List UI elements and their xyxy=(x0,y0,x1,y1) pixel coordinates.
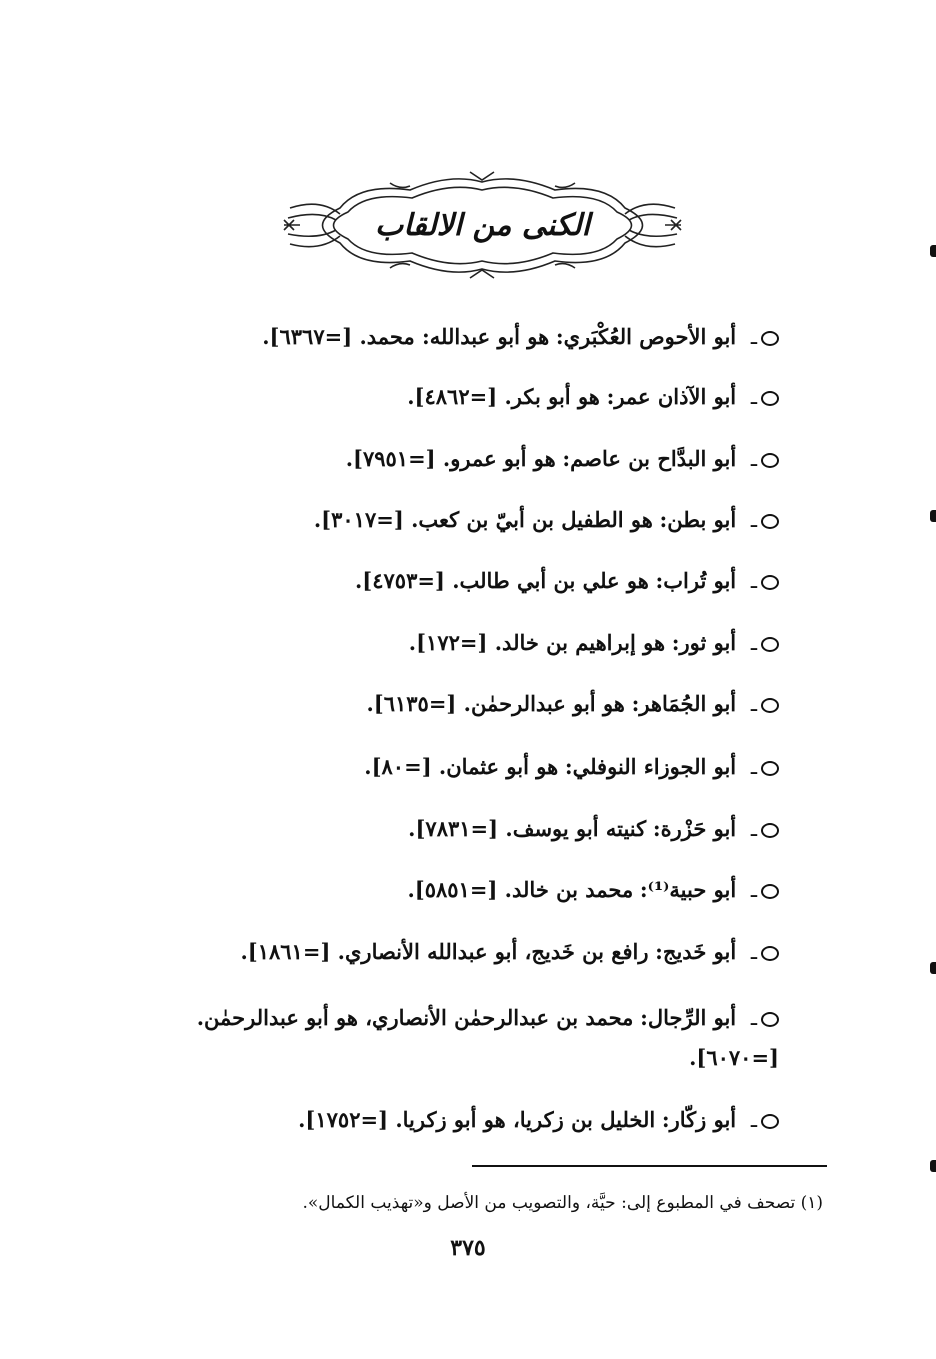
page-number: ٣٧٥ xyxy=(450,1235,486,1261)
entry-kunya: أبو حبية⁽¹⁾: xyxy=(639,877,737,902)
entry-text: هو إبراهيم بن خالد. [=١٧٢]. xyxy=(408,630,666,655)
entry-text: رافع بن خَديج، أبو عبدالله الأنصاري. [=١٨٦١]. xyxy=(240,939,649,964)
circle-bullet-icon xyxy=(761,391,779,406)
edge-mark xyxy=(930,510,936,522)
entry-kunya: أبو البدَّاح بن عاصم: xyxy=(562,446,737,471)
entry-text: هو أبو عبدالرحمٰن. [=٦١٣٥]. xyxy=(366,691,625,716)
entry-text: هو أبو عمرو. [=٧٩٥١]. xyxy=(345,446,556,471)
list-item: ـ أبو تُراب: هو علي بن أبي طالب. [=٤٧٥٣]. xyxy=(355,566,779,596)
list-item: ـ أبو بطن: هو الطفيل بن أبيّ بن كعب. [=٣٠١٧]. xyxy=(314,505,779,535)
entry-text: هو الطفيل بن أبيّ بن كعب. [=٣٠١٧]. xyxy=(313,507,653,532)
entry-kunya: أبو زكّار: xyxy=(661,1107,737,1132)
circle-bullet-icon xyxy=(761,514,779,529)
circle-bullet-icon xyxy=(761,823,779,838)
list-item: ـ أبو ثور: هو إبراهيم بن خالد. [=١٧٢]. xyxy=(409,628,779,658)
entry-kunya: أبو الأحوص العُكْبَري: xyxy=(555,324,737,349)
circle-bullet-icon xyxy=(761,1012,779,1027)
entry-text: هو أبو عثمان. [=٨٠]. xyxy=(364,754,559,779)
entry-text: هو علي بن أبي طالب. [=٤٧٥٣]. xyxy=(355,568,649,593)
circle-bullet-icon xyxy=(761,331,779,346)
entry-text: محمد بن خالد. [=٥٨٥١]. xyxy=(407,877,634,902)
section-title: الكنى من الالقاب xyxy=(374,208,591,243)
circle-bullet-icon xyxy=(761,946,779,961)
list-item: ـ أبو الأحوص العُكْبَري: هو أبو عبدالله: محمد. [=٦٣٦٧]. xyxy=(262,322,779,352)
footnote-divider xyxy=(472,1165,827,1167)
circle-bullet-icon xyxy=(761,637,779,652)
circle-bullet-icon xyxy=(761,575,779,590)
entry-kunya: أبو تُراب: xyxy=(655,568,737,593)
list-item: ـ أبو الآذان عمر: هو أبو بكر. [=٤٨٦٢]. xyxy=(407,382,779,412)
entry-kunya: أبو الجُمَاهر: xyxy=(631,691,737,716)
circle-bullet-icon xyxy=(761,884,779,899)
circle-bullet-icon xyxy=(761,453,779,468)
entry-kunya: أبو الرِّجال: xyxy=(640,1005,737,1030)
entry-kunya: أبو الآذان عمر: xyxy=(606,384,737,409)
entry-text: الخليل بن زكريا، هو أبو زكريا. [=١٧٥٢]. xyxy=(298,1107,656,1132)
list-item: ـ أبو البدَّاح بن عاصم: هو أبو عمرو. [=٧٩٥١]. xyxy=(346,444,779,474)
circle-bullet-icon xyxy=(761,698,779,713)
entry-text: محمد بن عبدالرحمٰن الأنصاري، هو أبو عبدالرحمٰن. [=٦٠٧٠]. xyxy=(196,1005,779,1070)
edge-mark xyxy=(930,1160,936,1172)
entry-kunya: أبو حَزْرة: xyxy=(652,816,737,841)
circle-bullet-icon xyxy=(761,761,779,776)
list-item: ـ أبو الرِّجال: محمد بن عبدالرحمٰن الأنصاري، هو أبو عبدالرحمٰن. [=٦٠٧٠]. xyxy=(196,1005,779,1070)
list-item: ـ أبو حبية⁽¹⁾: محمد بن خالد. [=٥٨٥١]. xyxy=(407,875,779,905)
list-item: ـ أبو الجوزاء النوفلي: هو أبو عثمان. [=٨٠]. xyxy=(364,752,779,782)
footnote: (١) تصحف في المطبوع إلى: حيَّة، والتصويب من الأصل و«تهذيب الكمال». xyxy=(302,1193,823,1213)
entry-text: كنيته أبو يوسف. [=٧٨٣١]. xyxy=(408,816,647,841)
edge-mark xyxy=(930,962,936,974)
entry-kunya: أبو خَديج: xyxy=(655,939,737,964)
edge-mark xyxy=(930,245,936,257)
ornamental-title-frame xyxy=(280,168,685,283)
entry-text: هو أبو بكر. [=٤٨٦٢]. xyxy=(407,384,600,409)
entry-text: هو أبو عبدالله: محمد. [=٦٣٦٧]. xyxy=(262,324,550,349)
list-item: ـ أبو خَديج: رافع بن خَديج، أبو عبدالله الأنصاري. [=١٨٦١]. xyxy=(240,937,779,967)
entry-kunya: أبو الجوزاء النوفلي: xyxy=(564,754,737,779)
entry-kunya: أبو بطن: xyxy=(659,507,737,532)
list-item: ـ أبو زكّار: الخليل بن زكريا، هو أبو زكريا. [=١٧٥٢]. xyxy=(298,1105,779,1135)
circle-bullet-icon xyxy=(761,1114,779,1129)
list-item: ـ أبو الجُمَاهر: هو أبو عبدالرحمٰن. [=٦١٣٥]. xyxy=(366,689,779,719)
list-item: ـ أبو حَزْرة: كنيته أبو يوسف. [=٧٨٣١]. xyxy=(408,814,779,844)
entry-kunya: أبو ثور: xyxy=(671,630,737,655)
